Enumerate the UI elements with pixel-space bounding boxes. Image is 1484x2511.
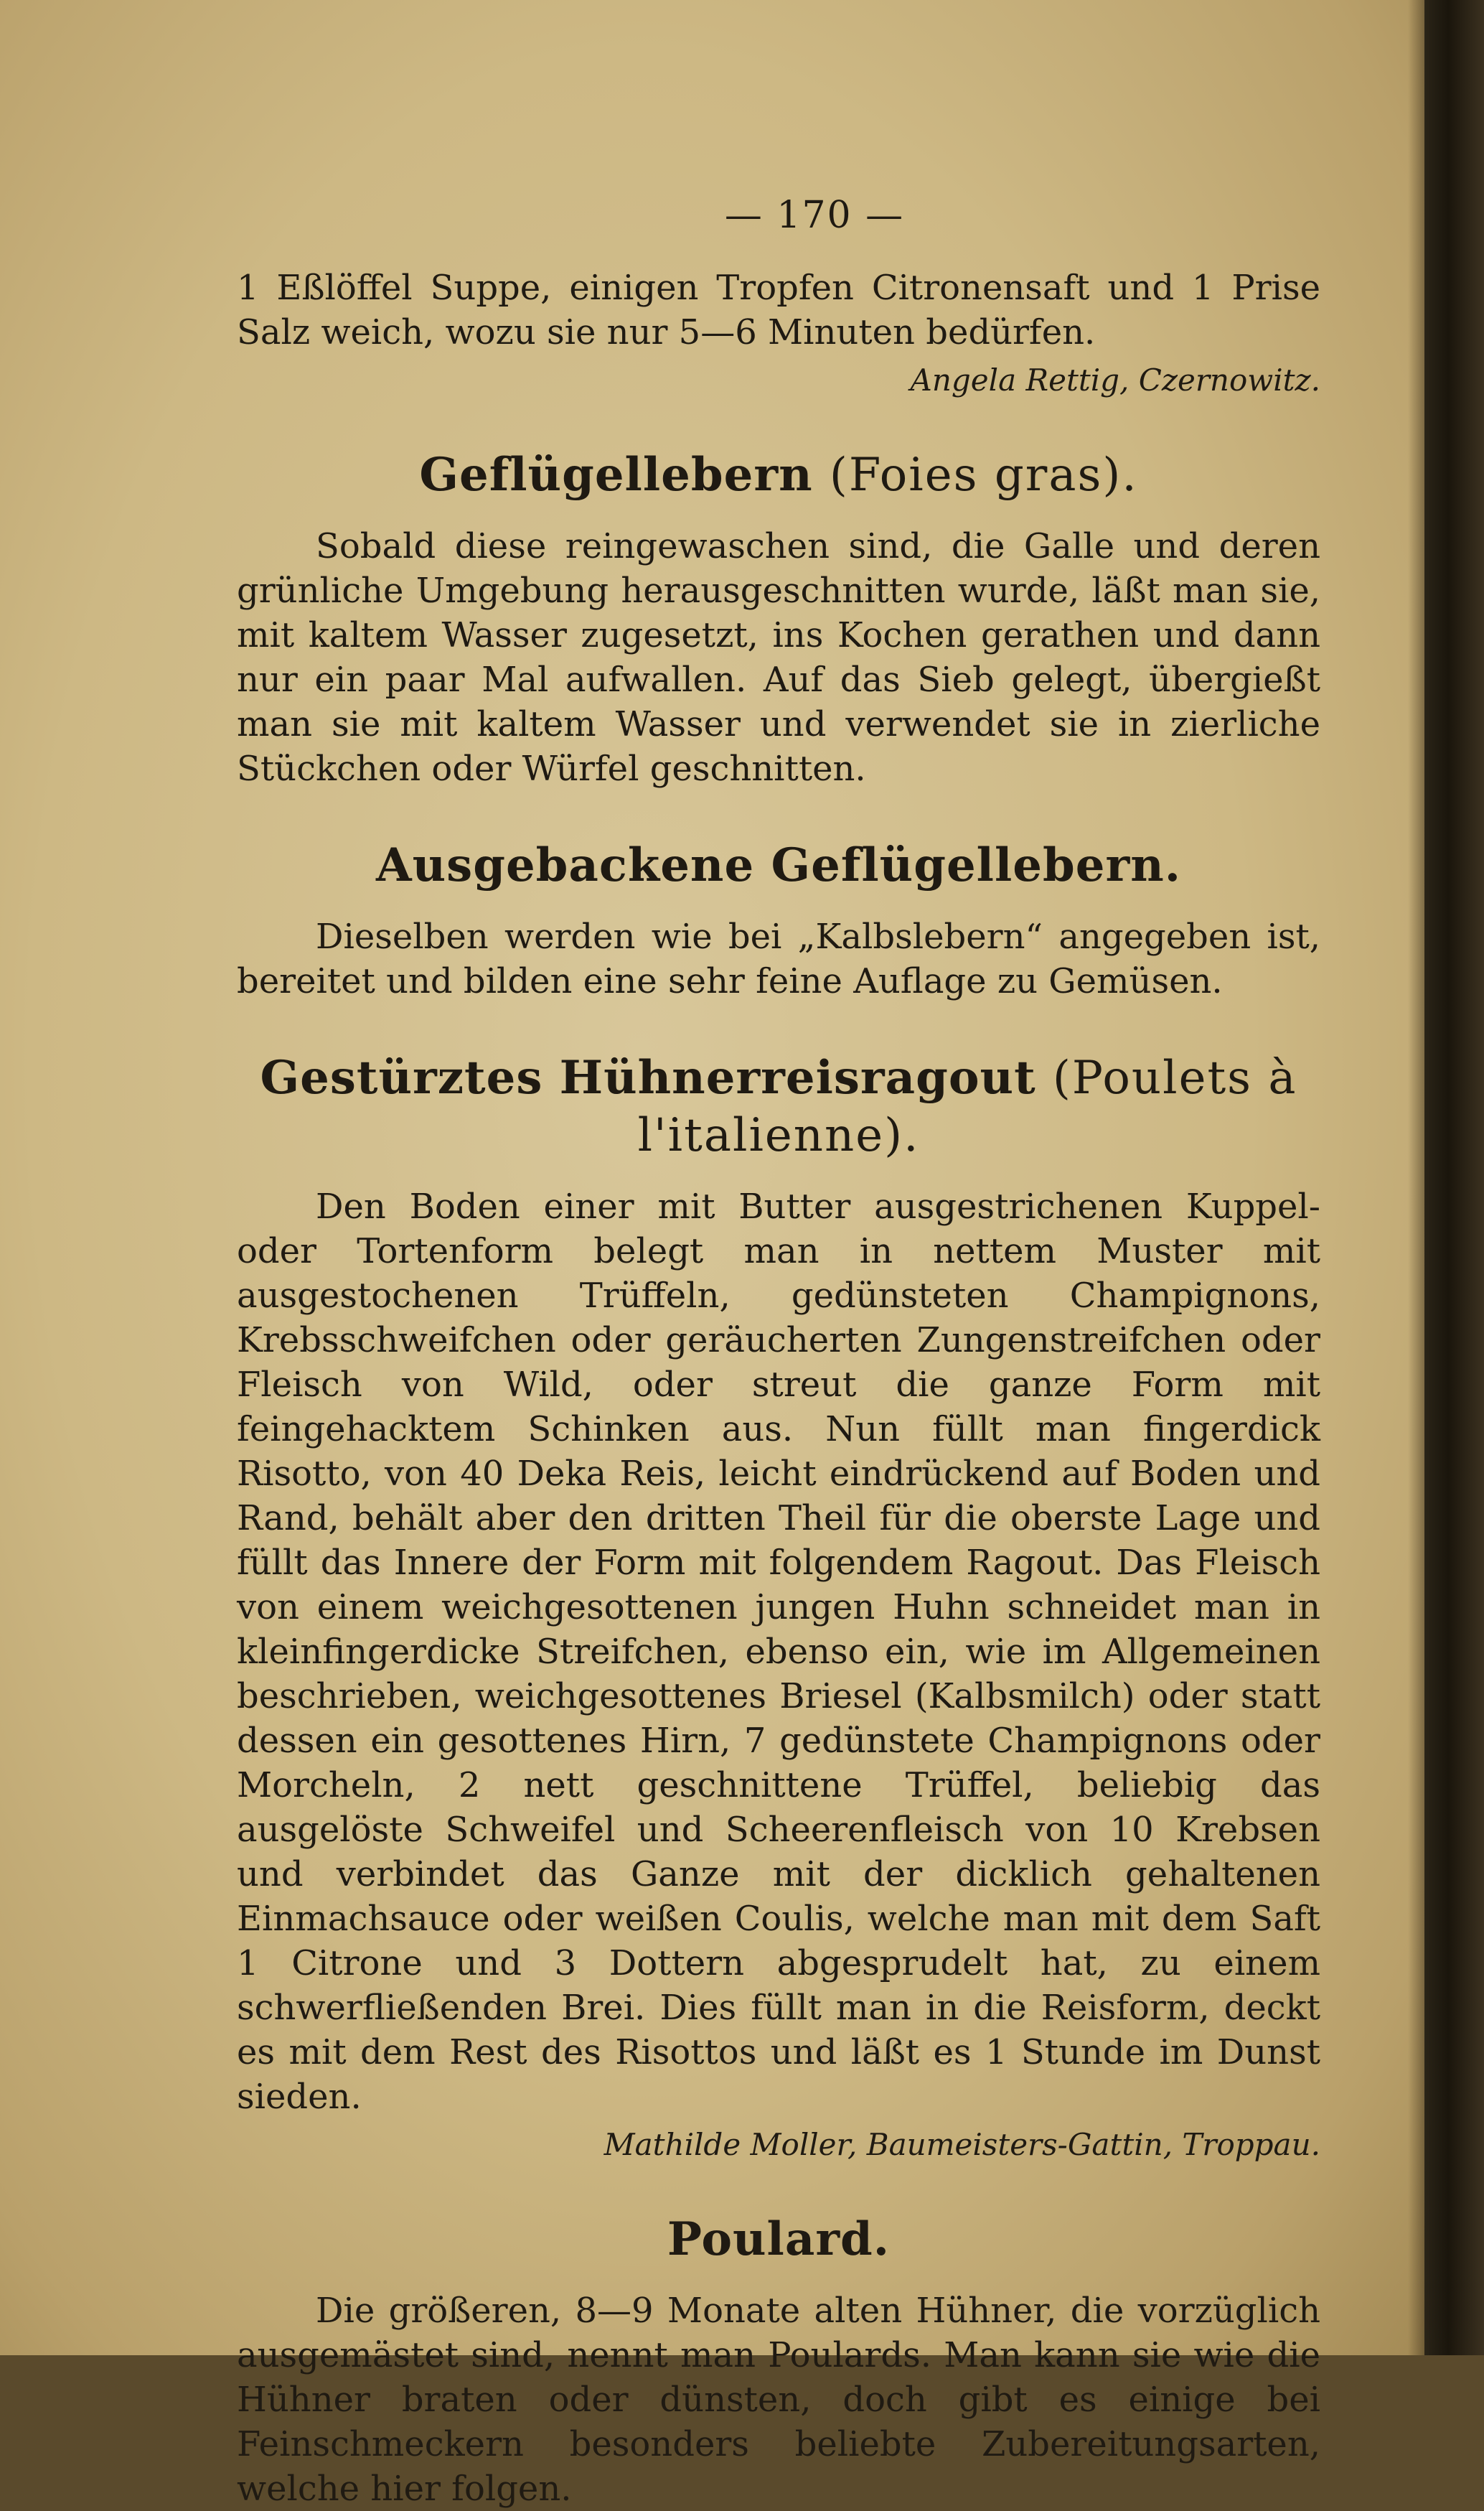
recipe-paragraph: Den Boden einer mit Butter ausgestrichenen Kuppel- oder Tortenform belegt man in nettem Muster mit ausgestochenen Trüffeln, gedünsteten Champignons, Krebsschweifchen oder geräucherten Zungenstreifchen oder Fleisch von Wild, oder streut die ganze Form mit feingehacktem Schinken aus. Nun füllt man fingerdick Risotto, von 40 Deka Reis, leicht eindrückend auf Boden und Rand, behält aber den dritten Theil für die oberste Lage und füllt das Innere der Form mit folgendem Ragout. Das Fleisch von einem weichgesottenen jungen Huhn schneidet man in kleinfingerdicke Streifchen, ebenso ein, wie im Allgemeinen beschrieben, weichgesottenes Briesel (Kalbsmilch) oder statt dessen ein gesottenes Hirn, 7 gedünstete Champignons oder Morcheln, 2 nett geschnittene Trüffel, beliebig das ausgelöste Schweifel und Scheerenfleisch von 10 Krebsen und verbindet das Ganze mit der dicklich gehaltenen Einmachsauce oder weißen Coulis, welche man mit dem Saft 1 Citrone und 3 Dottern abgesprudelt hat, zu einem schwerfließenden Brei. Dies füllt man in die Reisform, deckt es mit dem Rest des Risottos und läßt es 1 Stunde im Dunst sieden. xyxy=(237,1187,1320,2117)
recipe-subtitle: (Foies gras). xyxy=(829,449,1138,502)
recipe-title: Gestürztes Hühnerreisragout xyxy=(260,1051,1036,1105)
book-spine xyxy=(1424,0,1484,2355)
recipe-paragraph: Sobald diese reingewaschen sind, die Galle und deren grünliche Umgebung herausgeschnitten wurde, läßt man sie, mit kaltem Wasser zugesetzt, ins Kochen gerathen und dann nur ein paar Mal aufwallen. Auf das Sieb gelegt, übergießt man sie mit kaltem Wasser und verwendet sie in zierliche Stückchen oder Würfel geschnitten. xyxy=(237,526,1320,789)
recipe-heading xyxy=(237,1049,1320,1164)
recipe-paragraph: Dieselben werden wie bei „Kalbslebern“ angegeben ist, bereitet und bilden eine sehr feine Auflage zu Gemüsen. xyxy=(237,917,1320,1001)
recipe-signature: Angela Rettig, Czernowitz. xyxy=(910,363,1320,398)
recipe-paragraph: Die größeren, 8—9 Monate alten Hühner, die vorzüglich ausgemästet sind, nennt man Poulards. Man kann sie wie die Hühner braten oder dünsten, doch gibt es einige bei Feinschmeckern besonders beliebte Zubereitungsarten, welche hier folgen. xyxy=(237,2291,1320,2509)
recipe-heading xyxy=(237,2211,1320,2268)
recipe-paragraph: 1 Eßlöffel Suppe, einigen Tropfen Citronensaft und 1 Prise Salz weich, wozu sie nur 5—6 Minuten bedürfen. xyxy=(237,268,1320,352)
recipe-title: Poulard. xyxy=(667,2212,891,2266)
recipe-subtitle: (Poulets à l'italienne). xyxy=(637,1052,1297,1162)
page-number: — 170 — xyxy=(724,194,905,237)
recipe-signature: Mathilde Moller, Baumeisters-Gattin, Troppau. xyxy=(604,2127,1320,2162)
recipe-heading xyxy=(237,837,1320,894)
recipe-title: Ausgebackene Geflügellebern. xyxy=(375,838,1182,892)
recipe-heading xyxy=(237,446,1320,504)
page-fold-shadow xyxy=(1408,0,1424,2355)
recipe-title: Geflügellebern xyxy=(419,448,813,502)
page-content xyxy=(237,194,1320,2511)
